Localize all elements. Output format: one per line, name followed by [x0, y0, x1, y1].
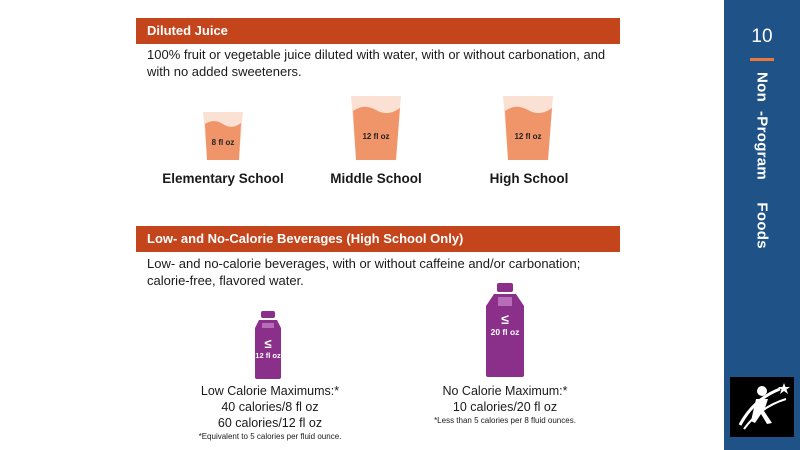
cup-size-label: 8 fl oz: [211, 138, 235, 147]
high-school-cup-icon: [500, 94, 556, 162]
no-calorie-footnote: *Less than 5 calories per 8 fluid ounces.: [434, 416, 576, 425]
sidebar: [724, 0, 800, 450]
cup-size-label: 12 fl oz: [362, 132, 390, 141]
sidebar-title: Non -Program Foods: [753, 72, 771, 249]
bottle-size-label: 20 fl oz: [490, 327, 520, 337]
bottle-size-label: 12 fl oz: [255, 351, 281, 360]
juice-description: 100% fruit or vegetable juice diluted with water, with or without carbonation, and with no added sweeteners.: [147, 47, 606, 79]
low-calorie-bottle-icon: [248, 310, 288, 380]
elementary-school-label: Elementary School: [162, 171, 284, 186]
low-calorie-footnote: *Equivalent to 5 calories per fluid ounce.: [198, 432, 342, 441]
bottle-symbol: ≤: [264, 336, 272, 351]
beverages-section-header: Low- and No-Calorie Beverages (High School Only): [136, 226, 620, 252]
no-calorie-bottle-icon: [480, 282, 530, 378]
low-calorie-info: [180, 383, 360, 431]
elementary-cup-icon: [200, 110, 246, 162]
middle-school-label: Middle School: [330, 171, 422, 186]
bottle-symbol: ≤: [501, 311, 509, 327]
low-calorie-line1: 40 calories/8 fl oz: [221, 400, 319, 414]
low-calorie-line2: 60 calories/12 fl oz: [217, 416, 323, 430]
middle-school-cup-icon: [348, 94, 404, 162]
no-calorie-line1: 10 calories/20 fl oz: [452, 400, 558, 414]
low-calorie-title: Low Calorie Maximums:*: [200, 384, 340, 398]
slide-number: 10: [751, 26, 773, 47]
no-calorie-title: No Calorie Maximum:*: [442, 384, 568, 398]
logo-icon: [730, 377, 794, 437]
juice-section-header: Diluted Juice: [136, 18, 620, 44]
beverages-description: Low- and no-calorie beverages, with or without caffeine and/or carbonation; calorie-free, flavored water.: [147, 256, 581, 288]
accent-divider: [750, 58, 774, 61]
cup-size-label: 12 fl oz: [514, 132, 542, 141]
high-school-label: High School: [489, 171, 569, 186]
no-calorie-info: [415, 383, 595, 415]
